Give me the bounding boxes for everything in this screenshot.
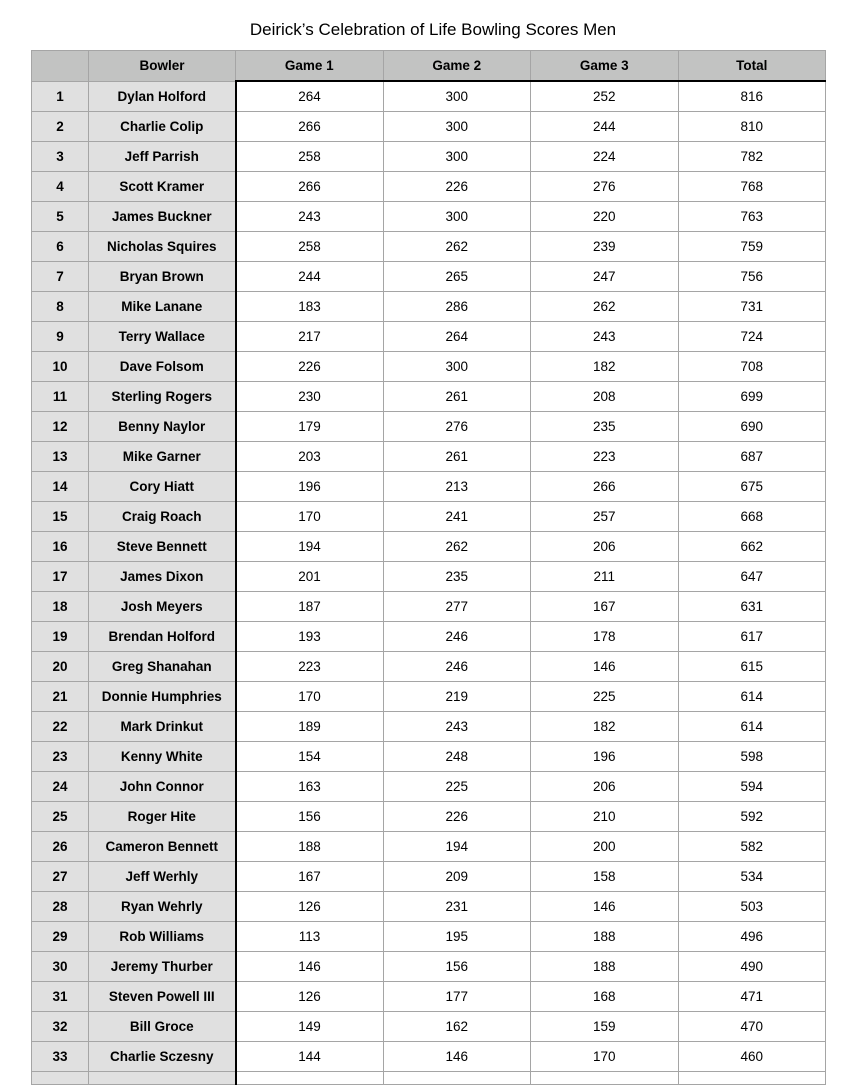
bowler-cell: Mike Garner (89, 442, 236, 472)
game2-cell: 146 (383, 1042, 531, 1072)
table-row (32, 682, 826, 712)
total-cell: 759 (678, 232, 826, 262)
game3-cell: 170 (531, 1042, 679, 1072)
table-row (32, 802, 826, 832)
bowler-cell: James Dixon (89, 562, 236, 592)
table-row (32, 262, 826, 292)
total-cell: 582 (678, 832, 826, 862)
rank-cell: 1 (32, 81, 89, 112)
game2-cell: 162 (383, 1012, 531, 1042)
table-row (32, 442, 826, 472)
bowler-cell: Jeremy Thurber (89, 952, 236, 982)
total-cell: 592 (678, 802, 826, 832)
table-row (32, 742, 826, 772)
game3-cell: 243 (531, 322, 679, 352)
game2-cell: 241 (383, 502, 531, 532)
scores-table (31, 50, 826, 1085)
total-cell: 768 (678, 172, 826, 202)
bowler-cell: Jeff Werhly (89, 862, 236, 892)
rank-cell: 6 (32, 232, 89, 262)
game3-cell: 182 (531, 712, 679, 742)
game2-cell: 243 (383, 712, 531, 742)
bowler-cell: Mike Lanane (89, 292, 236, 322)
table-row (32, 502, 826, 532)
table-row (32, 382, 826, 412)
game1-cell: 196 (236, 472, 384, 502)
bowler-cell: Donnie Humphries (89, 682, 236, 712)
game1-cell: 230 (236, 382, 384, 412)
total-cell: 731 (678, 292, 826, 322)
bowler-cell: Cameron Bennett (89, 832, 236, 862)
game1-cell: 258 (236, 142, 384, 172)
game2-cell: 246 (383, 622, 531, 652)
game2-cell: 300 (383, 352, 531, 382)
bowler-cell: Sterling Rogers (89, 382, 236, 412)
table-row (32, 352, 826, 382)
total-cell: 816 (678, 81, 826, 112)
game1-cell: 167 (236, 862, 384, 892)
column-header-game1: Game 1 (236, 51, 384, 82)
total-cell: 810 (678, 112, 826, 142)
table-row (32, 712, 826, 742)
total-cell: 668 (678, 502, 826, 532)
total-cell: 470 (678, 1012, 826, 1042)
total-cell: 490 (678, 952, 826, 982)
table-row (32, 562, 826, 592)
bowler-cell: Nicholas Squires (89, 232, 236, 262)
bowler-cell (89, 1072, 236, 1085)
game2-cell: 262 (383, 532, 531, 562)
bowler-cell: Steven Powell III (89, 982, 236, 1012)
game3-cell (531, 1072, 679, 1085)
game2-cell: 300 (383, 142, 531, 172)
game3-cell: 247 (531, 262, 679, 292)
bowler-cell: Scott Kramer (89, 172, 236, 202)
game3-cell: 167 (531, 592, 679, 622)
game1-cell: 126 (236, 982, 384, 1012)
game3-cell: 220 (531, 202, 679, 232)
bowler-cell: Rob Williams (89, 922, 236, 952)
bowler-cell: Dylan Holford (89, 81, 236, 112)
game1-cell: 266 (236, 172, 384, 202)
game3-cell: 266 (531, 472, 679, 502)
rank-cell: 14 (32, 472, 89, 502)
game3-cell: 188 (531, 952, 679, 982)
table-row (32, 1012, 826, 1042)
rank-cell: 19 (32, 622, 89, 652)
game3-cell: 206 (531, 772, 679, 802)
total-cell: 724 (678, 322, 826, 352)
game1-cell: 170 (236, 682, 384, 712)
game2-cell: 246 (383, 652, 531, 682)
game1-cell: 258 (236, 232, 384, 262)
bowler-cell: Bryan Brown (89, 262, 236, 292)
table-row (32, 862, 826, 892)
game2-cell: 286 (383, 292, 531, 322)
game1-cell: 201 (236, 562, 384, 592)
rank-cell: 17 (32, 562, 89, 592)
rank-cell: 31 (32, 982, 89, 1012)
rank-cell: 21 (32, 682, 89, 712)
game2-cell: 262 (383, 232, 531, 262)
game1-cell: 113 (236, 922, 384, 952)
rank-cell (32, 1072, 89, 1085)
rank-cell: 7 (32, 262, 89, 292)
game2-cell: 194 (383, 832, 531, 862)
bowler-cell: Charlie Sczesny (89, 1042, 236, 1072)
page-title: Deirick’s Celebration of Life Bowling Scores Men (249, 20, 617, 39)
table-row (32, 982, 826, 1012)
table-row (32, 232, 826, 262)
table-row (32, 172, 826, 202)
total-cell: 615 (678, 652, 826, 682)
game3-cell: 146 (531, 652, 679, 682)
game1-cell: 266 (236, 112, 384, 142)
table-row (32, 472, 826, 502)
rank-cell: 16 (32, 532, 89, 562)
game2-cell (383, 1072, 531, 1085)
table-row (32, 592, 826, 622)
total-cell: 617 (678, 622, 826, 652)
game2-cell: 300 (383, 81, 531, 112)
bowler-cell: Mark Drinkut (89, 712, 236, 742)
game3-cell: 262 (531, 292, 679, 322)
bowler-cell: Brendan Holford (89, 622, 236, 652)
rank-cell: 5 (32, 202, 89, 232)
total-cell: 690 (678, 412, 826, 442)
game1-cell: 244 (236, 262, 384, 292)
game2-cell: 248 (383, 742, 531, 772)
game2-cell: 300 (383, 202, 531, 232)
bowler-cell: Cory Hiatt (89, 472, 236, 502)
bowler-cell: Jeff Parrish (89, 142, 236, 172)
table-row (32, 532, 826, 562)
rank-cell: 10 (32, 352, 89, 382)
total-cell: 687 (678, 442, 826, 472)
rank-cell: 4 (32, 172, 89, 202)
game1-cell: 223 (236, 652, 384, 682)
table-row (32, 1042, 826, 1072)
rank-cell: 12 (32, 412, 89, 442)
bowler-cell: Greg Shanahan (89, 652, 236, 682)
bowler-cell: Terry Wallace (89, 322, 236, 352)
game2-cell: 261 (383, 442, 531, 472)
game2-cell: 226 (383, 172, 531, 202)
rank-cell: 26 (32, 832, 89, 862)
game3-cell: 182 (531, 352, 679, 382)
total-cell: 460 (678, 1042, 826, 1072)
table-row (32, 81, 826, 112)
game1-cell: 226 (236, 352, 384, 382)
game3-cell: 208 (531, 382, 679, 412)
rank-cell: 28 (32, 892, 89, 922)
total-cell: 614 (678, 682, 826, 712)
game2-cell: 225 (383, 772, 531, 802)
game2-cell: 235 (383, 562, 531, 592)
game3-cell: 257 (531, 502, 679, 532)
total-cell: 534 (678, 862, 826, 892)
total-cell: 708 (678, 352, 826, 382)
game3-cell: 159 (531, 1012, 679, 1042)
rank-cell: 18 (32, 592, 89, 622)
game1-cell: 243 (236, 202, 384, 232)
column-header-game3: Game 3 (531, 51, 679, 82)
bowler-cell: John Connor (89, 772, 236, 802)
game1-cell: 149 (236, 1012, 384, 1042)
game1-cell: 179 (236, 412, 384, 442)
bowler-cell: Roger Hite (89, 802, 236, 832)
rank-cell: 33 (32, 1042, 89, 1072)
game1-cell: 144 (236, 1042, 384, 1072)
game2-cell: 226 (383, 802, 531, 832)
game1-cell: 217 (236, 322, 384, 352)
total-cell: 503 (678, 892, 826, 922)
bowler-cell: Steve Bennett (89, 532, 236, 562)
game1-cell: 183 (236, 292, 384, 322)
game1-cell: 193 (236, 622, 384, 652)
game2-cell: 265 (383, 262, 531, 292)
bowler-cell: Kenny White (89, 742, 236, 772)
game1-cell: 146 (236, 952, 384, 982)
rank-cell: 8 (32, 292, 89, 322)
table-row (32, 292, 826, 322)
table-row (32, 652, 826, 682)
game1-cell: 154 (236, 742, 384, 772)
total-cell: 699 (678, 382, 826, 412)
rank-cell: 20 (32, 652, 89, 682)
game1-cell: 156 (236, 802, 384, 832)
game3-cell: 223 (531, 442, 679, 472)
game1-cell: 170 (236, 502, 384, 532)
table-row (32, 142, 826, 172)
game3-cell: 146 (531, 892, 679, 922)
header-row (32, 51, 826, 82)
total-cell: 756 (678, 262, 826, 292)
rank-cell: 15 (32, 502, 89, 532)
column-header-game2: Game 2 (383, 51, 531, 82)
game1-cell: 163 (236, 772, 384, 802)
bowler-cell: Josh Meyers (89, 592, 236, 622)
rank-cell: 27 (32, 862, 89, 892)
table-row (32, 322, 826, 352)
game3-cell: 225 (531, 682, 679, 712)
rank-cell: 13 (32, 442, 89, 472)
game2-cell: 177 (383, 982, 531, 1012)
total-cell: 471 (678, 982, 826, 1012)
total-cell: 631 (678, 592, 826, 622)
rank-cell: 2 (32, 112, 89, 142)
bowler-cell: Charlie Colip (89, 112, 236, 142)
game3-cell: 252 (531, 81, 679, 112)
rank-cell: 9 (32, 322, 89, 352)
total-cell: 647 (678, 562, 826, 592)
table-row-partial (32, 1072, 826, 1085)
total-cell: 782 (678, 142, 826, 172)
game1-cell: 264 (236, 81, 384, 112)
bowler-cell: Benny Naylor (89, 412, 236, 442)
table-row (32, 952, 826, 982)
game1-cell: 189 (236, 712, 384, 742)
game1-cell (236, 1072, 384, 1085)
bowler-cell: Bill Groce (89, 1012, 236, 1042)
game2-cell: 195 (383, 922, 531, 952)
game3-cell: 168 (531, 982, 679, 1012)
rank-cell: 22 (32, 712, 89, 742)
game2-cell: 209 (383, 862, 531, 892)
game2-cell: 156 (383, 952, 531, 982)
game2-cell: 213 (383, 472, 531, 502)
table-row (32, 772, 826, 802)
game1-cell: 188 (236, 832, 384, 862)
table-row (32, 202, 826, 232)
total-cell: 496 (678, 922, 826, 952)
table-row (32, 922, 826, 952)
rank-cell: 30 (32, 952, 89, 982)
total-cell: 614 (678, 712, 826, 742)
game3-cell: 196 (531, 742, 679, 772)
game1-cell: 126 (236, 892, 384, 922)
game2-cell: 264 (383, 322, 531, 352)
column-header-rank (32, 51, 89, 82)
total-cell: 662 (678, 532, 826, 562)
game1-cell: 203 (236, 442, 384, 472)
table-row (32, 622, 826, 652)
rank-cell: 25 (32, 802, 89, 832)
game3-cell: 188 (531, 922, 679, 952)
rank-cell: 32 (32, 1012, 89, 1042)
game2-cell: 231 (383, 892, 531, 922)
bowler-cell: Ryan Wehrly (89, 892, 236, 922)
game2-cell: 219 (383, 682, 531, 712)
game3-cell: 224 (531, 142, 679, 172)
game3-cell: 210 (531, 802, 679, 832)
game3-cell: 244 (531, 112, 679, 142)
column-header-bowler: Bowler (89, 51, 236, 82)
game2-cell: 261 (383, 382, 531, 412)
bowler-cell: Craig Roach (89, 502, 236, 532)
rank-cell: 3 (32, 142, 89, 172)
game3-cell: 276 (531, 172, 679, 202)
game3-cell: 211 (531, 562, 679, 592)
game3-cell: 200 (531, 832, 679, 862)
game3-cell: 178 (531, 622, 679, 652)
total-cell (678, 1072, 826, 1085)
game3-cell: 206 (531, 532, 679, 562)
game2-cell: 300 (383, 112, 531, 142)
total-cell: 763 (678, 202, 826, 232)
rank-cell: 23 (32, 742, 89, 772)
total-cell: 598 (678, 742, 826, 772)
total-cell: 594 (678, 772, 826, 802)
table-row (32, 832, 826, 862)
game3-cell: 239 (531, 232, 679, 262)
bowler-cell: James Buckner (89, 202, 236, 232)
game1-cell: 194 (236, 532, 384, 562)
table-row (32, 892, 826, 922)
rank-cell: 11 (32, 382, 89, 412)
rank-cell: 24 (32, 772, 89, 802)
column-header-total: Total (678, 51, 826, 82)
rank-cell: 29 (32, 922, 89, 952)
table-row (32, 112, 826, 142)
total-cell: 675 (678, 472, 826, 502)
game3-cell: 235 (531, 412, 679, 442)
game1-cell: 187 (236, 592, 384, 622)
table-row (32, 412, 826, 442)
bowler-cell: Dave Folsom (89, 352, 236, 382)
game2-cell: 277 (383, 592, 531, 622)
game3-cell: 158 (531, 862, 679, 892)
game2-cell: 276 (383, 412, 531, 442)
